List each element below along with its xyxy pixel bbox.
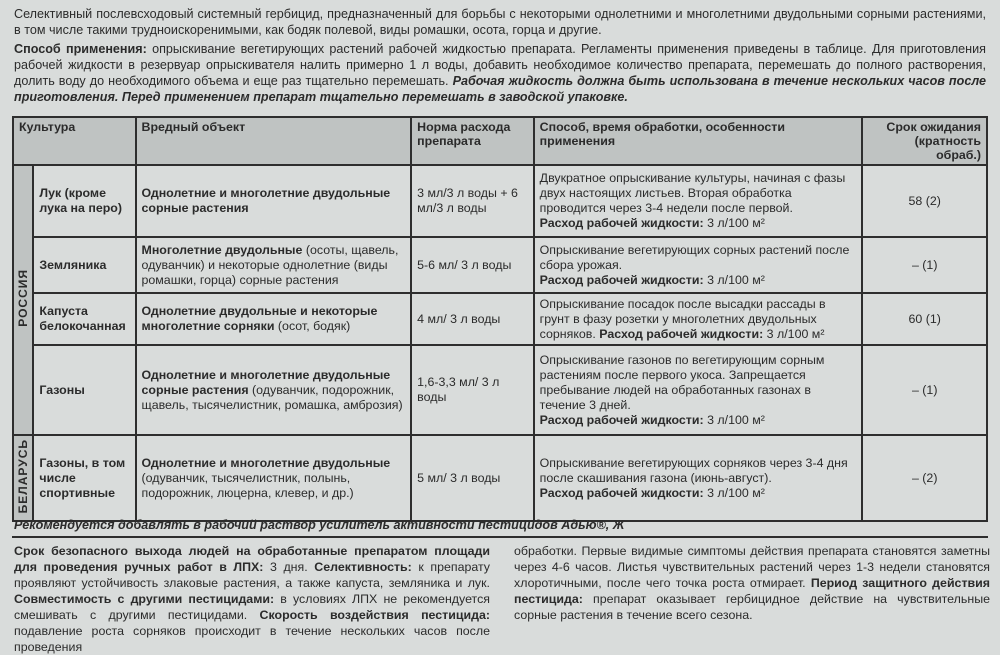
crop-cell: Газоны bbox=[33, 345, 135, 435]
header-pest: Вредный объект bbox=[136, 117, 412, 165]
table-row bbox=[13, 345, 987, 435]
crop-cell: Земляника bbox=[33, 237, 135, 293]
wait-cell: – (1) bbox=[862, 345, 987, 435]
pest-cell: Однолетние и многолетние двудольные (одуванчик, тысячелистник, полынь, подорожник, люцерна, клевер, и др.) bbox=[136, 435, 412, 521]
method-cell: Опрыскивание газонов по вегетирующим сорным растениям после первого укоса. Запрещается пребывание людей на обработанных газонах в течение 3 дней. Расход рабочей жидкости: 3 л/100 м² bbox=[534, 345, 863, 435]
header-crop: Культура bbox=[13, 117, 136, 165]
rate-cell: 5 мл/ 3 л воды bbox=[411, 435, 534, 521]
rate-cell: 3 мл/3 л воды + 6 мл/3 л воды bbox=[411, 165, 534, 237]
method-cell: Двукратное опрыскивание культуры, начиная с фазы двух настоящих листьев. Вторая обработка проводится через 3-4 недели после первой. Расход рабочей жидкости: 3 л/100 м² bbox=[534, 165, 863, 237]
pest-cell: Многолетние двудольные (осоты, щавель, одуванчик) и некоторые однолетние (виды ромашки, горца) сорные растения bbox=[136, 237, 412, 293]
safety-info-left: Срок безопасного выхода людей на обработанные препаратом площади для проведения ручных работ в ЛПХ: 3 дня. Селективность: к препарату проявляют устойчивость злаковые растения, а также капуста, земляника и лук. Совместимость с другими пестицидами: в условиях ЛПХ не рекомендуется смешивать с другими пестицидами. Скорость воздействия пестицида: подавление роста сорняков происходит в течение нескольких часов после проведения bbox=[14, 544, 490, 654]
method-cell: Опрыскивание вегетирующих сорных растений после сбора урожая. Расход рабочей жидкости: 3 л/100 м² bbox=[534, 237, 863, 293]
usage-emphasis: Рабочая жидкость должна быть использована в течение нескольких часов после приготовления. Перед применением препарат тщательно перемешать в заводской упаковке. bbox=[14, 74, 986, 104]
method-cell: Опрыскивание вегетирующих сорняков через 3-4 дня после скашивания газона (июнь-август). Расход рабочей жидкости: 3 л/100 м² bbox=[534, 435, 863, 521]
pest-cell: Однолетние и многолетние двудольные сорные растения (одуванчик, подорожник, щавель, тысячелистник, ромашка, амброзия) bbox=[136, 345, 412, 435]
crop-cell: Капуста белокочанная bbox=[33, 293, 135, 345]
section-divider bbox=[12, 536, 988, 538]
table-row bbox=[13, 165, 987, 237]
wait-cell: 58 (2) bbox=[862, 165, 987, 237]
safety-info-right: обработки. Первые видимые симптомы действия препарата становятся заметны через 4-6 часов. Листья чувствительных растений через 1-3 недели становятся хлоротичными, после чего точка роста отмирает. Период защитного действия пестицида: препарат оказывает гербицидное действие на чувствительные сорные растения в течение всего сезона. bbox=[514, 544, 990, 622]
usage-paragraph bbox=[14, 41, 986, 105]
rate-cell: 5-6 мл/ 3 л воды bbox=[411, 237, 534, 293]
crop-cell: Газоны, в том числе спортивные bbox=[33, 435, 135, 521]
pest-cell: Однолетние и многолетние двудольные сорные растения bbox=[136, 165, 412, 237]
crop-cell: Лук (кроме лука на перо) bbox=[33, 165, 135, 237]
rate-cell: 1,6-3,3 мл/ 3 л воды bbox=[411, 345, 534, 435]
usage-text: опрыскивание вегетирующих растений рабочей жидкостью препарата. Регламенты применения приведены в таблице. Для приготовления рабочей жидкости в резервуар опрыскивателя налить примерно 1 л воды, добавить необходимое количество препарата, перемешать до полного растворения, долить воду до необходимого объема и еще раз тщательно перемешать. bbox=[14, 42, 986, 88]
table-header-row bbox=[13, 117, 987, 165]
wait-cell: – (1) bbox=[862, 237, 987, 293]
country-belarus: БЕЛАРУСЬ bbox=[13, 435, 33, 521]
header-rate: Норма расхода препарата bbox=[411, 117, 534, 165]
recommendation-note: Рекомендуется добавлять в рабочий раствор усилитель активности пестицидов Адью®, Ж bbox=[14, 518, 625, 532]
table-row bbox=[13, 237, 987, 293]
wait-cell: – (2) bbox=[862, 435, 987, 521]
table-row bbox=[13, 435, 987, 521]
pest-cell: Однолетние двудольные и некоторые многолетние сорняки (осот, бодяк) bbox=[136, 293, 412, 345]
table-row bbox=[13, 293, 987, 345]
header-wait: Срок ожидания (кратность обраб.) bbox=[862, 117, 987, 165]
rate-cell: 4 мл/ 3 л воды bbox=[411, 293, 534, 345]
method-cell: Опрыскивание посадок после высадки рассады в грунт в фазу розетки у многолетних двудольных сорняков. Расход рабочей жидкости: 3 л/100 м² bbox=[534, 293, 863, 345]
header-method: Способ, время обработки, особенности применения bbox=[534, 117, 863, 165]
usage-label: Способ применения: bbox=[14, 42, 147, 56]
country-russia: РОССИЯ bbox=[13, 165, 33, 435]
intro-paragraph: Селективный послевсходовый системный гербицид, предназначенный для борьбы с некоторыми однолетними и многолетними двудольными сорными растениями, в том числе такими трудноискоренимыми, как бодяк полевой, виды ромашки, осота, горца и другие. bbox=[14, 7, 986, 37]
application-table bbox=[12, 116, 988, 522]
wait-cell: 60 (1) bbox=[862, 293, 987, 345]
